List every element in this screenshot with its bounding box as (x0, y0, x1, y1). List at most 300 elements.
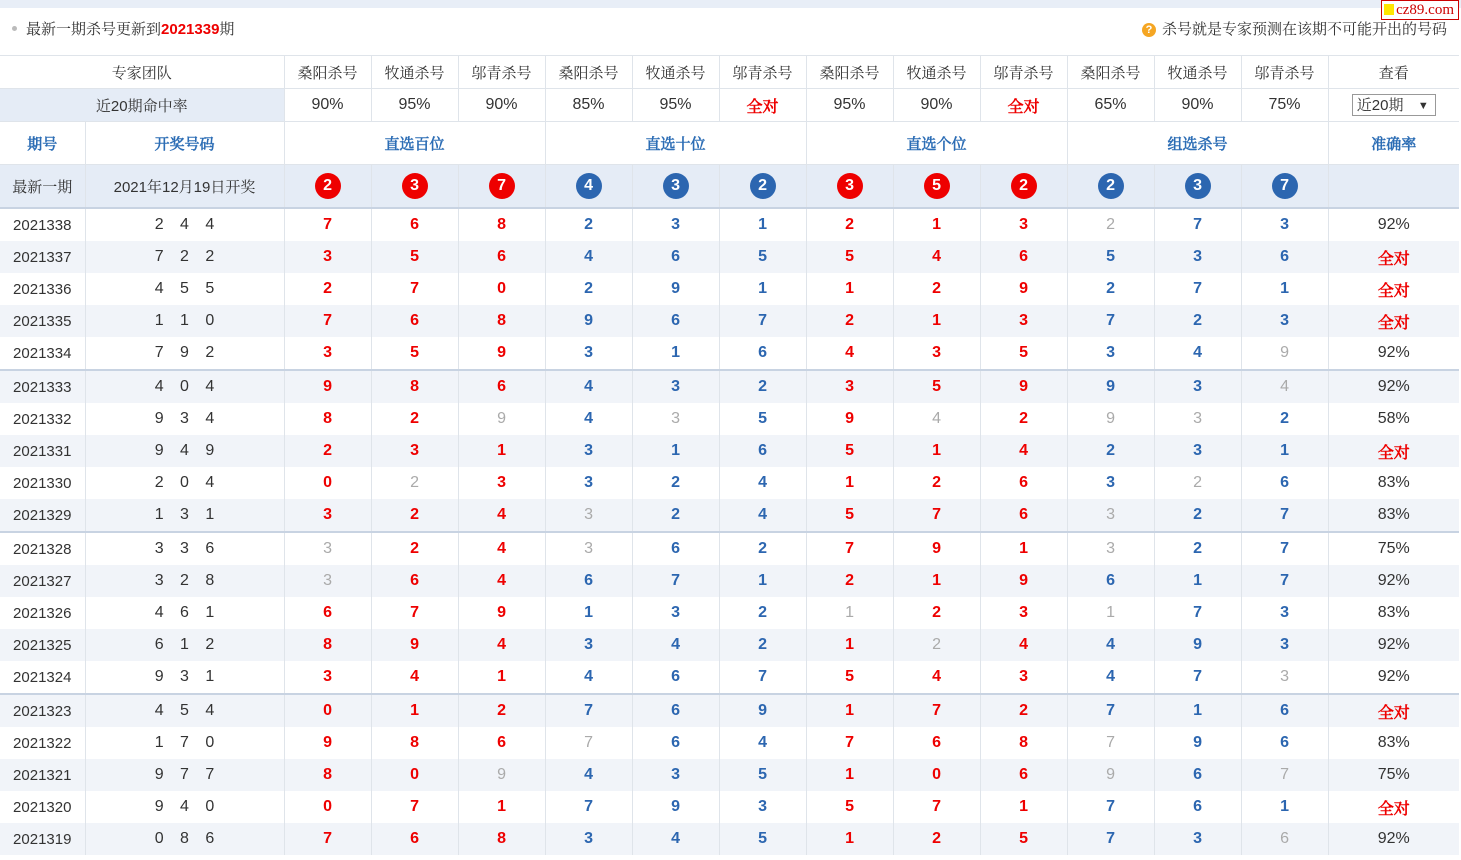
kill-number: 5 (845, 668, 854, 685)
accuracy-cell: 58% (1328, 403, 1459, 435)
kill-number-failed: 3 (323, 572, 332, 589)
kill-cell (632, 370, 719, 403)
kill-number: 2 (584, 280, 593, 297)
expert-name: 桑阳杀号 (806, 56, 893, 89)
kill-cell (1241, 435, 1328, 467)
kill-cell (719, 273, 806, 305)
kill-number: 7 (584, 798, 593, 815)
kill-cell (980, 565, 1067, 597)
latest-date: 2021年12月19日开奖 (85, 165, 284, 209)
hit-rate-label: 近20期命中率 (0, 89, 284, 122)
kill-cell (806, 694, 893, 727)
kill-cell (284, 435, 371, 467)
draw-number-cell: 7 9 2 (85, 337, 284, 370)
latest-ball-cell (1154, 165, 1241, 209)
kill-number: 9 (758, 702, 767, 719)
kill-cell (371, 208, 458, 241)
kill-number: 2 (1193, 540, 1202, 557)
kill-number: 0 (497, 280, 506, 297)
kill-cell (806, 208, 893, 241)
kill-cell (806, 435, 893, 467)
kill-cell (632, 499, 719, 532)
kill-cell (545, 467, 632, 499)
period-select[interactable] (1352, 94, 1436, 116)
kill-number: 2 (1019, 410, 1028, 427)
kill-number: 2 (497, 702, 506, 719)
kill-cell (893, 337, 980, 370)
kill-number: 6 (1019, 766, 1028, 783)
kill-number-failed: 2 (932, 636, 941, 653)
kill-number: 4 (497, 506, 506, 523)
kill-cell (371, 499, 458, 532)
kill-number-failed: 3 (1106, 540, 1115, 557)
issue-cell: 2021321 (0, 759, 85, 791)
kill-number: 3 (584, 442, 593, 459)
kill-number: 4 (758, 474, 767, 491)
kill-number: 7 (758, 312, 767, 329)
kill-cell (458, 791, 545, 823)
kill-number: 5 (758, 766, 767, 783)
kill-number: 4 (1106, 636, 1115, 653)
kill-tip (1142, 20, 1447, 40)
kill-cell (806, 403, 893, 435)
kill-number: 4 (584, 378, 593, 395)
issue-cell: 2021319 (0, 823, 85, 855)
kill-cell (284, 337, 371, 370)
update-suffix: 期 (219, 21, 235, 38)
issue-cell: 2021323 (0, 694, 85, 727)
kill-cell (719, 791, 806, 823)
hit-rate: 全对 (980, 89, 1067, 122)
latest-ball-cell (893, 165, 980, 209)
kill-number: 2 (758, 378, 767, 395)
kill-number: 1 (1280, 280, 1289, 297)
kill-cell (980, 694, 1067, 727)
kill-number-failed: 9 (1106, 766, 1115, 783)
kill-number: 2 (671, 506, 680, 523)
kill-number: 3 (671, 766, 680, 783)
kill-cell (719, 305, 806, 337)
kill-cell (893, 791, 980, 823)
kill-cell (545, 694, 632, 727)
kill-cell (458, 694, 545, 727)
latest-ball-cell (371, 165, 458, 209)
kill-cell (893, 532, 980, 565)
kill-cell (893, 305, 980, 337)
kill-number: 7 (758, 668, 767, 685)
kill-cell (371, 532, 458, 565)
accuracy-cell: 83% (1328, 499, 1459, 532)
draw-number-cell: 3 3 6 (85, 532, 284, 565)
kill-ball: 4 (576, 173, 602, 199)
kill-number: 1 (1280, 442, 1289, 459)
kill-cell (1067, 532, 1154, 565)
kill-cell (1241, 532, 1328, 565)
kill-number: 1 (845, 474, 854, 491)
period-select-cell (1328, 89, 1459, 122)
kill-number: 3 (1280, 636, 1289, 653)
kill-number: 9 (497, 604, 506, 621)
kill-number: 6 (410, 312, 419, 329)
expert-name: 牧通杀号 (371, 56, 458, 89)
kill-number: 3 (323, 248, 332, 265)
issue-cell: 2021337 (0, 241, 85, 273)
kill-number: 8 (497, 312, 506, 329)
draw-number-cell: 1 3 1 (85, 499, 284, 532)
kill-number: 4 (410, 668, 419, 685)
kill-number: 3 (758, 798, 767, 815)
logo-text: cz89.com (1396, 2, 1454, 18)
kill-cell (545, 370, 632, 403)
kill-number: 3 (584, 474, 593, 491)
logo-mark-icon (1384, 4, 1394, 15)
kill-cell (632, 661, 719, 694)
kill-number: 2 (410, 540, 419, 557)
kill-cell (1154, 565, 1241, 597)
latest-ball-cell (1241, 165, 1328, 209)
kill-cell (1154, 532, 1241, 565)
kill-cell (632, 305, 719, 337)
kill-number: 3 (1019, 312, 1028, 329)
kill-number: 7 (1106, 830, 1115, 847)
latest-label: 最新一期 (0, 165, 85, 209)
accuracy-cell: 75% (1328, 532, 1459, 565)
kill-number-failed: 7 (584, 734, 593, 751)
kill-cell (806, 337, 893, 370)
kill-number: 2 (758, 540, 767, 557)
kill-number: 1 (845, 702, 854, 719)
kill-number-failed: 2 (410, 474, 419, 491)
kill-cell (980, 305, 1067, 337)
kill-number: 2 (1280, 410, 1289, 427)
kill-number-failed: 3 (1193, 410, 1202, 427)
kill-number: 8 (497, 830, 506, 847)
kill-number: 7 (932, 798, 941, 815)
kill-number: 5 (845, 248, 854, 265)
table-row (0, 532, 1459, 565)
kill-number: 9 (584, 312, 593, 329)
kill-number-failed: 9 (1106, 410, 1115, 427)
issue-cell: 2021334 (13, 344, 72, 362)
accuracy-cell: 92% (1328, 661, 1459, 694)
kill-cell (806, 499, 893, 532)
kill-number: 6 (323, 604, 332, 621)
kill-number: 3 (1193, 442, 1202, 459)
kill-number: 6 (584, 572, 593, 589)
kill-cell (893, 629, 980, 661)
kill-number: 3 (584, 636, 593, 653)
kill-cell (719, 467, 806, 499)
kill-cell (1241, 499, 1328, 532)
kill-cell (893, 467, 980, 499)
issue-cell: 2021335 (0, 305, 85, 337)
kill-number: 4 (758, 506, 767, 523)
hit-rate: 95% (806, 89, 893, 122)
hit-rate: 90% (458, 89, 545, 122)
kill-number-failed: 9 (497, 766, 506, 783)
kill-number: 7 (410, 604, 419, 621)
accuracy-cell: 83% (1328, 467, 1459, 499)
kill-cell (980, 273, 1067, 305)
hit-rate: 95% (632, 89, 719, 122)
kill-ball: 2 (1098, 173, 1124, 199)
kill-cell (1067, 565, 1154, 597)
kill-cell (806, 759, 893, 791)
kill-cell (1154, 694, 1241, 727)
kill-number: 9 (671, 280, 680, 297)
kill-number: 3 (323, 506, 332, 523)
kill-cell (719, 759, 806, 791)
kill-cell (719, 403, 806, 435)
kill-number: 7 (410, 280, 419, 297)
draw-number-cell: 7 2 2 (85, 241, 284, 273)
kill-cell (632, 694, 719, 727)
kill-number: 3 (1280, 216, 1289, 233)
kill-number: 3 (323, 668, 332, 685)
kill-number: 7 (671, 572, 680, 589)
kill-cell (1241, 467, 1328, 499)
kill-number: 3 (1280, 312, 1289, 329)
kill-number: 4 (497, 636, 506, 653)
kill-number: 0 (410, 766, 419, 783)
kill-cell (545, 305, 632, 337)
accuracy-cell: 全对 (1328, 305, 1459, 337)
accuracy-cell: 92% (1328, 337, 1459, 370)
kill-cell (284, 467, 371, 499)
latest-ball-cell (980, 165, 1067, 209)
kill-cell (284, 791, 371, 823)
update-issue: 2021339 (161, 21, 220, 38)
kill-number-failed: 6 (1280, 830, 1289, 847)
kill-number: 6 (671, 668, 680, 685)
kill-cell (284, 532, 371, 565)
table-row (0, 661, 1459, 694)
kill-cell (458, 208, 545, 241)
kill-cell (1067, 370, 1154, 403)
kill-number: 5 (845, 798, 854, 815)
kill-cell (1241, 273, 1328, 305)
kill-number: 2 (932, 474, 941, 491)
kill-cell (1241, 597, 1328, 629)
kill-cell (1067, 823, 1154, 855)
kill-cell (1154, 305, 1241, 337)
kill-cell (284, 273, 371, 305)
expert-name: 桑阳杀号 (545, 56, 632, 89)
kill-cell (458, 337, 545, 370)
kill-cell (545, 759, 632, 791)
kill-number: 9 (410, 636, 419, 653)
kill-number: 1 (845, 766, 854, 783)
kill-cell (1067, 597, 1154, 629)
kill-number: 6 (497, 734, 506, 751)
accuracy-header: 准确率 (1328, 122, 1459, 165)
kill-number: 8 (497, 216, 506, 233)
kill-cell (371, 241, 458, 273)
kill-number: 1 (845, 280, 854, 297)
kill-number: 1 (932, 312, 941, 329)
kill-ball: 3 (1185, 173, 1211, 199)
kill-cell (458, 759, 545, 791)
kill-number: 1 (758, 572, 767, 589)
kill-cell (1067, 694, 1154, 727)
kill-number: 2 (845, 216, 854, 233)
kill-number: 7 (410, 798, 419, 815)
expert-name: 牧通杀号 (1154, 56, 1241, 89)
accuracy-cell: 83% (1328, 597, 1459, 629)
hit-rate: 75% (1241, 89, 1328, 122)
kill-number: 9 (1193, 734, 1202, 751)
kill-cell (1154, 759, 1241, 791)
kill-number: 2 (758, 604, 767, 621)
kill-number: 6 (1280, 702, 1289, 719)
table-row (0, 370, 1459, 403)
kill-cell (284, 694, 371, 727)
issue-cell: 2021338 (13, 216, 72, 234)
kill-number: 2 (1193, 506, 1202, 523)
kill-number: 9 (671, 798, 680, 815)
kill-cell (632, 759, 719, 791)
kill-number: 7 (1193, 280, 1202, 297)
kill-cell (458, 661, 545, 694)
draw-number-cell: 2 0 4 (85, 467, 284, 499)
kill-cell (980, 629, 1067, 661)
kill-cell (284, 565, 371, 597)
kill-number: 8 (323, 636, 332, 653)
kill-cell (1241, 403, 1328, 435)
period-select-value: 近20期 (1356, 97, 1404, 114)
kill-cell (284, 759, 371, 791)
kill-number: 6 (410, 216, 419, 233)
kill-cell (1067, 499, 1154, 532)
kill-number: 5 (1019, 344, 1028, 361)
kill-number: 2 (1019, 702, 1028, 719)
kill-number-failed: 9 (497, 410, 506, 427)
kill-number: 4 (584, 410, 593, 427)
kill-number: 1 (932, 572, 941, 589)
kill-cell (371, 629, 458, 661)
kill-number: 6 (1280, 474, 1289, 491)
draw-header: 开奖号码 (85, 122, 284, 165)
update-notice (12, 20, 234, 40)
kill-number: 4 (671, 830, 680, 847)
kill-cell (284, 403, 371, 435)
accuracy-cell: 92% (1328, 823, 1459, 855)
kill-number: 1 (671, 344, 680, 361)
kill-number: 1 (1193, 702, 1202, 719)
expert-name: 邬青杀号 (458, 56, 545, 89)
issue-cell: 2021329 (0, 499, 85, 532)
kill-number: 4 (932, 668, 941, 685)
kill-number: 6 (1280, 248, 1289, 265)
issue-cell: 2021328 (0, 532, 85, 565)
kill-number: 1 (845, 830, 854, 847)
kill-cell (980, 823, 1067, 855)
kill-cell (980, 241, 1067, 273)
kill-cell (371, 823, 458, 855)
table-row (0, 467, 1459, 499)
accuracy-cell: 全对 (1328, 435, 1459, 467)
kill-cell (458, 629, 545, 661)
kill-number: 3 (323, 344, 332, 361)
kill-number: 3 (845, 378, 854, 395)
kill-ball: 3 (663, 173, 689, 199)
kill-ball: 7 (489, 173, 515, 199)
kill-cell (371, 370, 458, 403)
kill-cell (1241, 208, 1328, 241)
kill-number: 7 (932, 702, 941, 719)
kill-number: 6 (497, 248, 506, 265)
bullet-icon (12, 26, 17, 31)
kill-cell (980, 597, 1067, 629)
kill-number: 1 (758, 216, 767, 233)
kill-cell (284, 370, 371, 403)
kill-number: 3 (584, 344, 593, 361)
kill-cell (1067, 403, 1154, 435)
kill-number: 7 (323, 830, 332, 847)
kill-cell (719, 727, 806, 759)
kill-cell (458, 403, 545, 435)
kill-cell (980, 435, 1067, 467)
kill-number: 6 (1019, 248, 1028, 265)
kill-cell (545, 597, 632, 629)
kill-cell (893, 499, 980, 532)
kill-number: 9 (1019, 572, 1028, 589)
kill-number-failed: 9 (1280, 344, 1289, 361)
kill-number: 4 (584, 766, 593, 783)
accuracy-cell: 全对 (1328, 791, 1459, 823)
site-logo[interactable] (1381, 0, 1459, 20)
kill-cell (719, 823, 806, 855)
section-group-kill: 组选杀号 (1067, 122, 1328, 165)
kill-ball: 5 (924, 173, 950, 199)
kill-number: 7 (1193, 604, 1202, 621)
kill-number: 9 (323, 378, 332, 395)
kill-cell (1067, 241, 1154, 273)
kill-number: 9 (1019, 280, 1028, 297)
kill-number: 2 (932, 280, 941, 297)
kill-cell (980, 337, 1067, 370)
accuracy-cell: 全对 (1328, 273, 1459, 305)
kill-number: 7 (1106, 798, 1115, 815)
issue-cell: 2021333 (0, 370, 85, 403)
kill-cell (458, 499, 545, 532)
draw-number-cell: 9 4 9 (85, 435, 284, 467)
kill-number: 5 (1019, 830, 1028, 847)
issue-cell: 2021325 (0, 629, 85, 661)
kill-cell (893, 597, 980, 629)
kill-number: 4 (1019, 442, 1028, 459)
kill-number: 1 (497, 668, 506, 685)
kill-number: 1 (845, 636, 854, 653)
kill-cell (806, 661, 893, 694)
kill-number: 6 (410, 572, 419, 589)
kill-number: 1 (1019, 540, 1028, 557)
kill-number-table (0, 55, 1459, 855)
dropdown-arrow-icon: ▼ (1417, 100, 1429, 112)
kill-cell (806, 305, 893, 337)
issue-cell: 2021331 (0, 435, 85, 467)
kill-cell (632, 337, 719, 370)
kill-number-failed: 1 (845, 604, 854, 621)
kill-number: 9 (1193, 636, 1202, 653)
latest-ball-cell (806, 165, 893, 209)
kill-number: 1 (1019, 798, 1028, 815)
table-row (0, 403, 1459, 435)
kill-cell (806, 629, 893, 661)
kill-number-failed: 7 (1280, 766, 1289, 783)
kill-number: 2 (671, 474, 680, 491)
kill-cell (1154, 273, 1241, 305)
